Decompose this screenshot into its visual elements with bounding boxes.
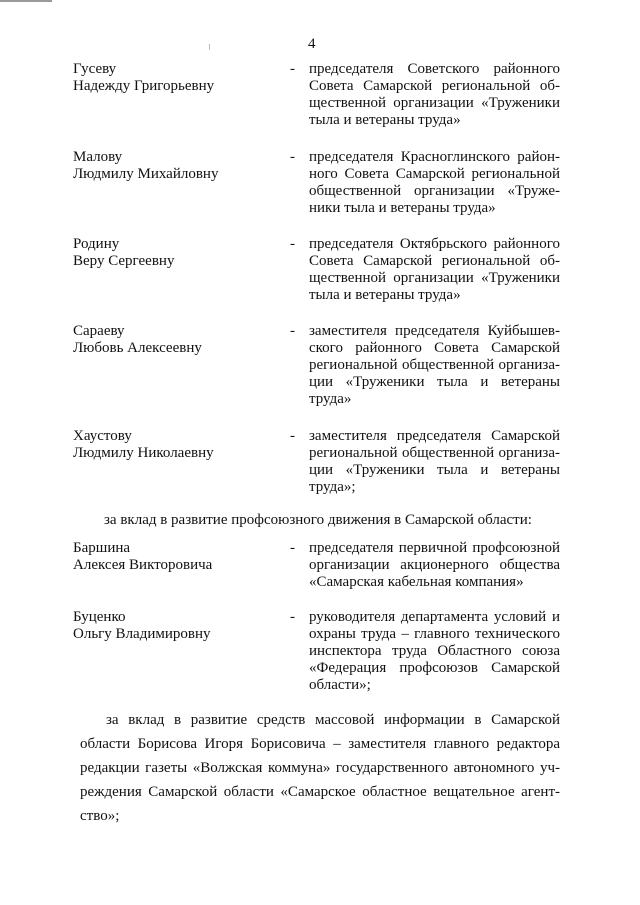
- recipient-position: председателя Советского районного Совета Самарской региональной об- щественной организации «Труженики тыла и ветераны труда»: [309, 61, 560, 128]
- entry-dash: -: [290, 149, 295, 165]
- media-award-paragraph: за вклад в развитие средств массовой информации в Самарской области Борисова Игоря Борисовича – заместителя главного редактора редакции газеты «Волжская коммуна» государственного автономного уч- реждения Самарской области «Самарское областное вещательное агент- ство»;: [80, 712, 560, 824]
- recipient-name: Буценко Ольгу Владимировну: [73, 609, 211, 642]
- recipient-position: заместителя председателя Самарской региональной общественной организа- ции «Труженики тыла и ветераны труда»;: [309, 428, 560, 495]
- entry-dash: -: [290, 540, 295, 556]
- recipient-name: Баршина Алексея Викторовича: [73, 540, 213, 573]
- entry-dash: -: [290, 609, 295, 625]
- recipient-name: Хаустову Людмилу Николаевну: [73, 428, 214, 461]
- recipient-name: Гусеву Надежду Григорьевну: [73, 61, 215, 94]
- scan-speck: [209, 44, 210, 50]
- recipient-name: Малову Людмилу Михайловну: [73, 149, 219, 182]
- recipient-position: председателя Октябрьского районного Совета Самарской региональной об- щественной организации «Труженики тыла и ветераны труда»: [309, 236, 560, 303]
- entry-dash: -: [290, 428, 295, 444]
- recipient-position: заместителя председателя Куйбышев- ского районного Совета Самарской региональной общественной организа- ции «Труженики тыла и ветераны труда»: [309, 323, 560, 407]
- scan-edge-mark: [0, 0, 52, 2]
- recipient-position: председателя Красноглинского район- ного Совета Самарской региональной общественной организации «Труже- ники тыла и ветераны труда»: [309, 149, 560, 216]
- recipient-name: Сараеву Любовь Алексеевну: [73, 323, 202, 356]
- award-category-heading: за вклад в развитие профсоюзного движения в Самарской области:: [104, 512, 532, 528]
- entry-dash: -: [290, 323, 295, 339]
- recipient-position: руководителя департамента условий и охраны труда – главного технического инспектора труда Областного союза «Федерация профсоюзов Самарской области»;: [309, 609, 560, 693]
- recipient-position: председателя первичной профсоюзной организации акционерного общества «Самарская кабельная компания»: [309, 540, 560, 590]
- entry-dash: -: [290, 236, 295, 252]
- entry-dash: -: [290, 61, 295, 77]
- recipient-name: Родину Веру Сергеевну: [73, 236, 175, 269]
- page-number: 4: [308, 36, 316, 52]
